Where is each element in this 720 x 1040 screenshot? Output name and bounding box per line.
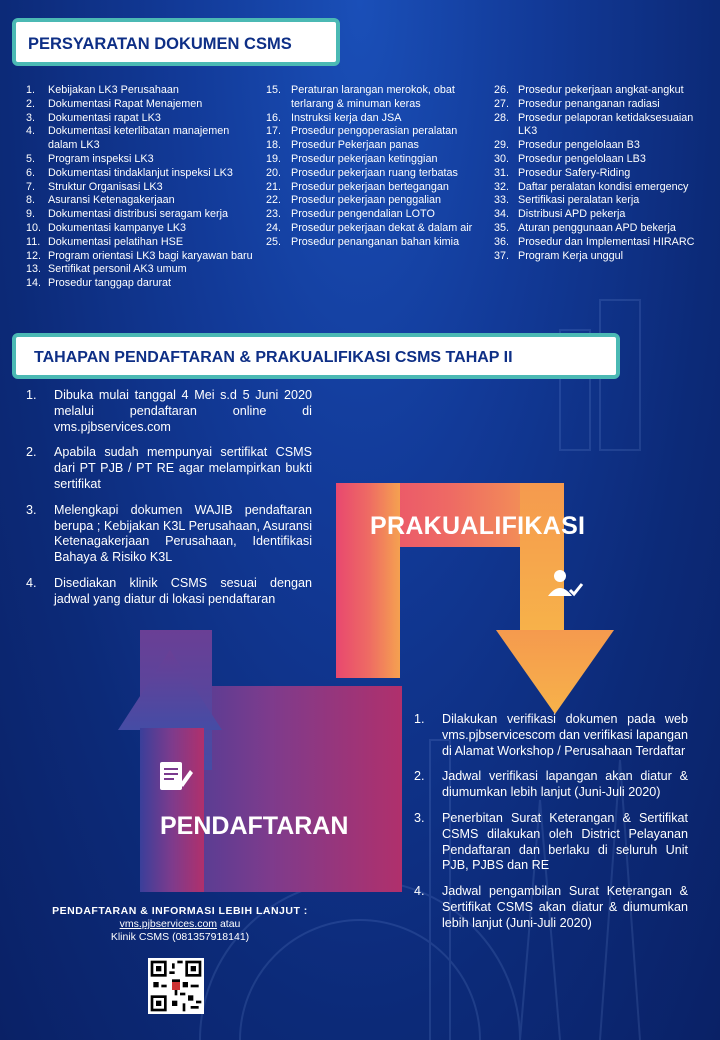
item-text: Prosedur pekerjaan bertegangan [291, 180, 449, 193]
item-text: Prosedur Pekerjaan panas [291, 139, 419, 152]
requirement-item [494, 153, 704, 167]
item-text: Dibuka mulai tanggal 4 Mei s.d 5 Juni 2020 melalui pendaftaran online di vms.pjbservices.com [54, 388, 312, 434]
item-text: Dokumentasi distribusi seragam kerja [48, 208, 229, 221]
requirement-item [26, 208, 256, 222]
item-text: Aturan penggunaan APD bekerja [518, 221, 676, 234]
item-text: Kebijakan LK3 Perusahaan [48, 84, 179, 96]
step-item [26, 503, 312, 566]
requirement-item [26, 125, 256, 153]
step-item [414, 811, 688, 874]
item-text: Program Kerja unggul [518, 249, 624, 262]
qr-code[interactable] [148, 958, 204, 1014]
item-text: Prosedur pekerjaan ruang terbatas [291, 166, 458, 179]
requirement-item [26, 167, 256, 181]
section-title-text: PERSYARATAN DOKUMEN CSMS [28, 35, 292, 53]
requirement-item [26, 194, 256, 208]
item-number: 13. [26, 263, 42, 276]
item-number: 27. [494, 97, 510, 110]
item-number: 1. [26, 84, 36, 96]
item-text: Distribusi APD pekerja [518, 208, 626, 221]
item-text: Prosedur penanganan bahan kimia [291, 235, 460, 248]
item-number: 35. [494, 221, 510, 234]
item-text: Prosedur pekerjaan ketinggian [291, 152, 438, 165]
item-number: 31. [494, 166, 510, 179]
requirement-item [494, 208, 704, 222]
item-text: Dokumentasi rapat LK3 [48, 111, 161, 124]
item-text: Melengkapi dokumen WAJIB pendaftaran berupa ; Kebijakan K3L Perusahaan, Asuransi Ketenagakerjaan Perusahaan, Identifikasi Bahaya & Risiko K3L [54, 502, 312, 565]
requirement-item [266, 236, 476, 250]
item-text: Peraturan larangan merokok, obat terlarang & minuman keras [291, 84, 455, 110]
item-number: 10. [26, 221, 42, 234]
item-number: 14. [26, 277, 42, 290]
item-number: 28. [494, 111, 510, 124]
item-text: Penerbitan Surat Keterangan & Sertifikat CSMS dilakukan oleh District Pelayanan Pendaftaran dan berlaku di seluruh Unit PJB, PJBS dan RE [442, 810, 688, 873]
requirement-item [494, 236, 704, 250]
item-number: 23. [266, 208, 282, 221]
item-text: Prosedur tanggap darurat [48, 277, 172, 290]
item-text: Prosedur Safery-Riding [518, 166, 631, 179]
item-text: Asuransi Ketenagakerjaan [48, 194, 175, 207]
requirement-item [494, 139, 704, 153]
requirement-item [266, 153, 476, 167]
item-number: 2. [414, 769, 425, 784]
item-text: Prosedur penanganan radiasi [518, 97, 660, 110]
item-text: Instruksi kerja dan JSA [291, 111, 402, 124]
requirement-item [266, 84, 476, 112]
item-text: Apabila sudah mempunyai sertifikat CSMS dari PT PJB / PT RE agar melampirkan bukti sertifikat [54, 445, 312, 491]
requirement-item [494, 194, 704, 208]
item-text: Prosedur pengelolaan B3 [518, 139, 640, 152]
prequalification-steps [414, 712, 688, 942]
item-number: 34. [494, 208, 510, 221]
item-number: 3. [26, 502, 37, 517]
item-number: 4. [26, 125, 36, 138]
requirement-item [26, 222, 256, 236]
item-text: Jadwal verifikasi lapangan akan diatur & diumumkan lebih lanjut (Juni-Juli 2020) [442, 769, 688, 800]
item-text: Dokumentasi Rapat Menajemen [48, 97, 203, 110]
requirements-column-2 [266, 84, 476, 250]
item-number: 33. [494, 194, 510, 207]
item-text: Jadwal pengambilan Surat Keterangan & Sertifikat CSMS akan diatur & diumumkan lebih lanjut (Juni-Juli 2020) [442, 884, 688, 930]
item-number: 8. [26, 194, 36, 207]
item-number: 5. [26, 152, 36, 165]
item-text: Dokumentasi pelatihan HSE [48, 235, 184, 248]
section-title-text: TAHAPAN PENDAFTARAN & PRAKUALIFIKASI CSMS TAHAP II [34, 349, 513, 366]
pendaftaran-label: PENDAFTARAN [160, 812, 349, 840]
item-text: Program inspeksi LK3 [48, 152, 154, 165]
item-number: 11. [26, 235, 41, 248]
requirement-item [26, 250, 256, 264]
item-number: 2. [26, 445, 37, 460]
item-number: 2. [26, 97, 36, 110]
item-number: 18. [266, 139, 282, 152]
step-item [414, 769, 688, 801]
requirement-item [266, 167, 476, 181]
item-text: Dilakukan verifikasi dokumen pada web vms.pjbservicescom dan verifikasi lapangan di Alamat Workshop / Perusahaan Terdaftar [442, 712, 688, 758]
item-number: 25. [266, 235, 282, 248]
item-text: Sertifikasi peralatan kerja [518, 194, 640, 207]
down-arrow [496, 630, 614, 714]
item-text: Prosedur pekerjaan penggalian [291, 194, 442, 207]
requirement-item [266, 112, 476, 126]
item-text: Dokumentasi tindaklanjut inspeksi LK3 [48, 166, 233, 179]
item-number: 4. [414, 884, 425, 899]
item-text: Program orientasi LK3 bagi karyawan baru [48, 249, 253, 262]
requirement-item [494, 112, 704, 140]
item-number: 20. [266, 166, 282, 179]
requirement-item [266, 181, 476, 195]
requirement-item [494, 98, 704, 112]
item-text: Daftar peralatan kondisi emergency [518, 180, 689, 193]
item-number: 3. [414, 810, 425, 825]
step-item [26, 388, 312, 435]
requirement-item [266, 125, 476, 139]
requirement-item [266, 194, 476, 208]
requirement-item [26, 236, 256, 250]
item-number: 6. [26, 166, 36, 179]
item-number: 19. [266, 152, 282, 165]
step-item [26, 445, 312, 492]
item-number: 15. [266, 84, 282, 96]
requirement-item [26, 263, 256, 277]
requirement-item [26, 277, 256, 291]
item-number: 37. [494, 249, 510, 262]
requirement-item [26, 181, 256, 195]
contact-heading: PENDAFTARAN & INFORMASI LEBIH LANJUT : [52, 905, 308, 917]
requirement-item [494, 167, 704, 181]
item-number: 4. [26, 575, 37, 590]
item-text: Prosedur pengelolaan LB3 [518, 152, 646, 165]
item-number: 17. [266, 125, 282, 138]
item-number: 36. [494, 235, 510, 248]
item-text: Sertifikat personil AK3 umum [48, 263, 187, 276]
requirement-item [494, 250, 704, 264]
step-item [414, 712, 688, 759]
item-text: Dokumentasi keterlibatan manajemen dalam LK3 [48, 125, 230, 152]
website-link[interactable]: vms.pjbservices.com [119, 918, 218, 930]
item-number: 30. [494, 152, 510, 165]
item-text: Dokumentasi kampanye LK3 [48, 221, 187, 234]
item-number: 32. [494, 180, 510, 193]
requirement-item [26, 153, 256, 167]
section-title-stages [12, 333, 620, 379]
clinic-contact: Klinik CSMS (081357918141) [110, 931, 250, 943]
prakualifikasi-label: PRAKUALIFIKASI [370, 512, 586, 540]
item-text: Prosedur pengendalian LOTO [291, 208, 435, 221]
item-number: 1. [26, 388, 37, 402]
item-text: Struktur Organisasi LK3 [48, 180, 163, 193]
requirement-item [266, 208, 476, 222]
item-number: 9. [26, 208, 36, 221]
step-item [414, 884, 688, 931]
requirement-item [494, 181, 704, 195]
section-title-requirements [12, 18, 340, 66]
step-item [26, 576, 312, 608]
requirement-item [266, 139, 476, 153]
registration-steps [26, 388, 312, 618]
item-number: 1. [414, 712, 425, 726]
item-text: Prosedur pelaporan ketidaksesuaian LK3 [518, 111, 694, 138]
item-text: Prosedur dan Implementasi HIRARC [518, 235, 695, 248]
item-number: 24. [266, 221, 282, 234]
item-number: 7. [26, 180, 36, 193]
item-number: 26. [494, 84, 510, 96]
item-text: Disediakan klinik CSMS sesuai dengan jadwal yang diatur di lokasi pendaftaran [54, 575, 312, 606]
contact-info [20, 905, 340, 944]
item-number: 16. [266, 111, 282, 124]
requirement-item [266, 222, 476, 236]
item-text: Prosedur pekerjaan dekat & dalam air [291, 221, 473, 234]
requirements-column-3 [494, 84, 704, 263]
requirement-item [26, 84, 256, 98]
item-number: 12. [26, 249, 42, 262]
item-number: 29. [494, 139, 510, 152]
item-text: Prosedur pekerjaan angkat-angkut [518, 84, 684, 96]
requirement-item [494, 222, 704, 236]
requirements-column-1 [26, 84, 256, 291]
requirement-item [494, 84, 704, 98]
requirement-item [26, 112, 256, 126]
item-number: 21. [266, 180, 282, 193]
item-text: Prosedur pengoperasian peralatan [291, 125, 458, 138]
item-number: 3. [26, 111, 36, 124]
requirement-item [26, 98, 256, 112]
item-number: 22. [266, 194, 282, 207]
link-suffix: atau [217, 918, 241, 930]
